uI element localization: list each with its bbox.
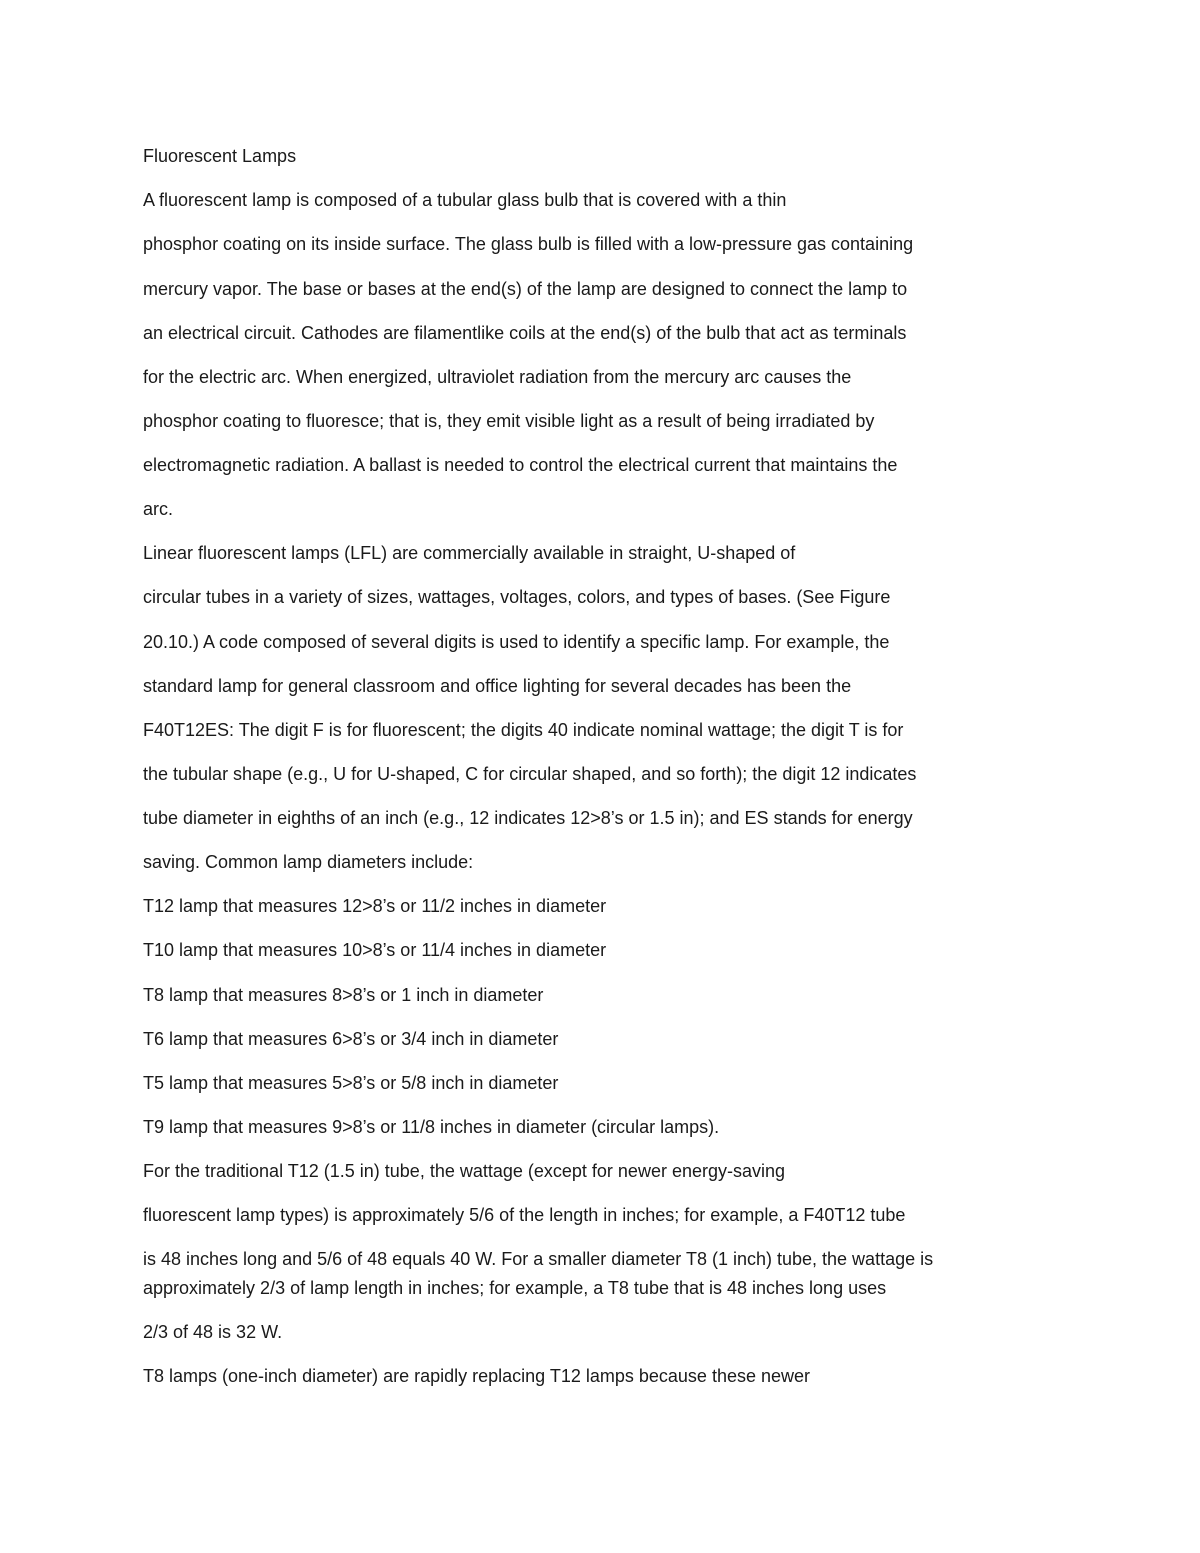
text-line: For the traditional T12 (1.5 in) tube, the wattage (except for newer energy-saving bbox=[143, 1161, 786, 1181]
list-item: T9 lamp that measures 9>8’s or 11/8 inches in diameter (circular lamps). bbox=[143, 1117, 720, 1137]
text-line: phosphor coating to fluoresce; that is, they emit visible light as a result of being irradiated by bbox=[143, 411, 875, 431]
text-line: tube diameter in eighths of an inch (e.g., 12 indicates 12>8’s or 1.5 in); and ES stands for energy bbox=[143, 808, 913, 828]
text-line: is 48 inches long and 5/6 of 48 equals 40 W. For a smaller diameter T8 (1 inch) tube, the wattage is bbox=[143, 1249, 934, 1269]
text-line: for the electric arc. When energized, ultraviolet radiation from the mercury arc causes the bbox=[143, 367, 852, 387]
text-line: Linear fluorescent lamps (LFL) are commercially available in straight, U-shaped of bbox=[143, 543, 796, 563]
text-line: A fluorescent lamp is composed of a tubular glass bulb that is covered with a thin bbox=[143, 190, 787, 210]
text-line: 20.10.) A code composed of several digits is used to identify a specific lamp. For example, the bbox=[143, 632, 890, 652]
text-line: circular tubes in a variety of sizes, wattages, voltages, colors, and types of bases. (See Figure bbox=[143, 587, 891, 607]
text-line: phosphor coating on its inside surface. The glass bulb is filled with a low-pressure gas containing bbox=[143, 234, 914, 254]
text-line: 2/3 of 48 is 32 W. bbox=[143, 1322, 283, 1342]
list-item: T10 lamp that measures 10>8’s or 11/4 inches in diameter bbox=[143, 940, 607, 960]
text-line: mercury vapor. The base or bases at the end(s) of the lamp are designed to connect the lamp to bbox=[143, 279, 908, 299]
text-line: an electrical circuit. Cathodes are filamentlike coils at the end(s) of the bulb that act as terminals bbox=[143, 323, 907, 343]
text-line: T8 lamps (one-inch diameter) are rapidly replacing T12 lamps because these newer bbox=[143, 1366, 811, 1386]
text-line: electromagnetic radiation. A ballast is needed to control the electrical current that maintains the bbox=[143, 455, 898, 475]
text-line: the tubular shape (e.g., U for U-shaped, C for circular shaped, and so forth); the digit 12 indicates bbox=[143, 764, 917, 784]
text-line: arc. bbox=[143, 499, 174, 519]
list-item: T5 lamp that measures 5>8’s or 5/8 inch in diameter bbox=[143, 1073, 559, 1093]
text-line: fluorescent lamp types) is approximately 5/6 of the length in inches; for example, a F40T12 tube bbox=[143, 1205, 906, 1225]
list-item: T8 lamp that measures 8>8’s or 1 inch in diameter bbox=[143, 985, 544, 1005]
document-title: Fluorescent Lamps bbox=[143, 146, 297, 166]
list-item: T6 lamp that measures 6>8’s or 3/4 inch in diameter bbox=[143, 1029, 559, 1049]
list-item: T12 lamp that measures 12>8’s or 11/2 inches in diameter bbox=[143, 896, 607, 916]
text-line: approximately 2/3 of lamp length in inches; for example, a T8 tube that is 48 inches long uses bbox=[143, 1278, 887, 1298]
text-line: saving. Common lamp diameters include: bbox=[143, 852, 474, 872]
text-line: standard lamp for general classroom and office lighting for several decades has been the bbox=[143, 676, 852, 696]
text-line: F40T12ES: The digit F is for fluorescent; the digits 40 indicate nominal wattage; the digit T is for bbox=[143, 720, 904, 740]
